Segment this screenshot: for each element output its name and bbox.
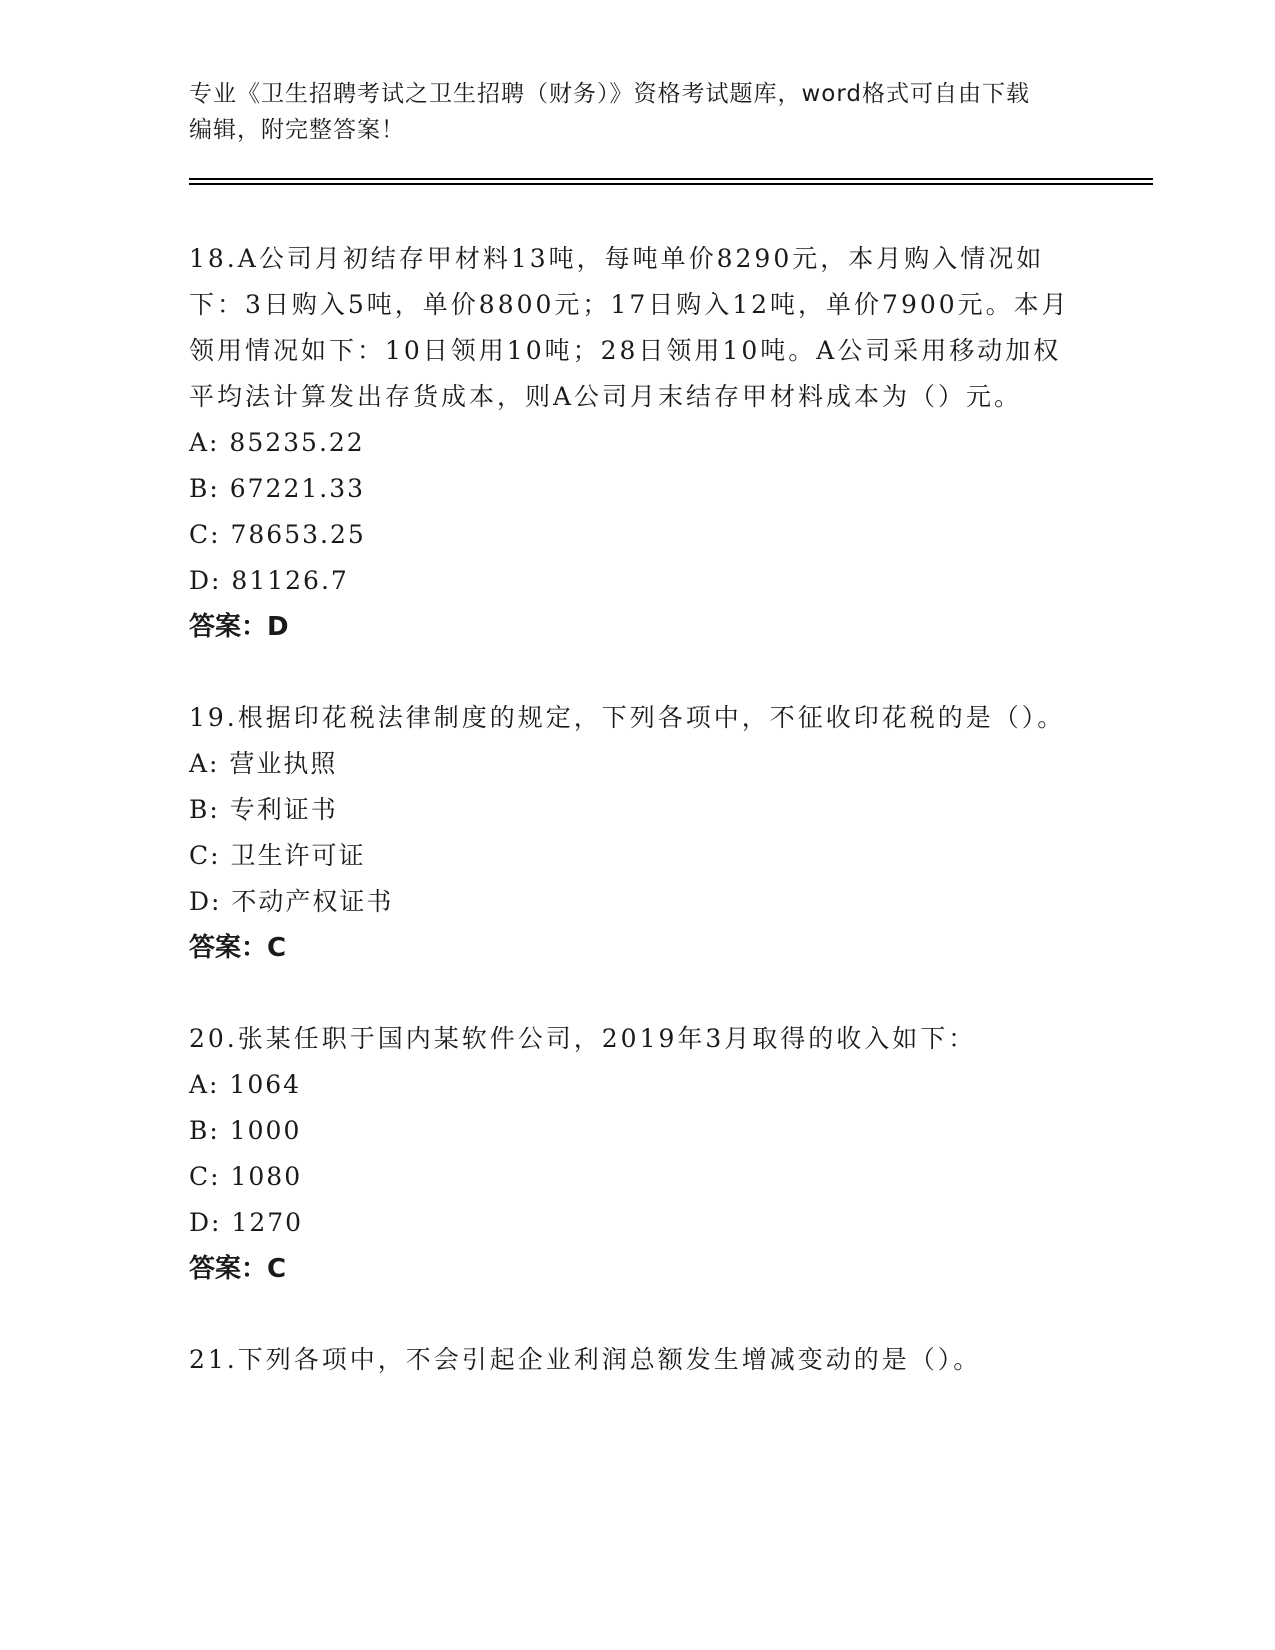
- option-d: D: 不动产权证书: [189, 887, 394, 916]
- option-list: [189, 741, 1089, 925]
- question-list: [189, 236, 1089, 1428]
- header-line-1: 专业《卫生招聘考试之卫生招聘（财务）》资格考试题库，word格式可自由下载: [189, 81, 1031, 107]
- question-18: [189, 236, 1089, 650]
- option-a: A: 85235.22: [189, 428, 365, 457]
- question-stem: 20.张某任职于国内某软件公司，2019年3月取得的收入如下：: [189, 1024, 977, 1053]
- option-c: C: 卫生许可证: [189, 841, 366, 870]
- option-c: C: 1080: [189, 1162, 303, 1191]
- option-list: [189, 420, 1089, 604]
- option-a: A: 营业执照: [189, 749, 338, 778]
- question-19: [189, 695, 1089, 971]
- option-a: A: 1064: [189, 1070, 302, 1099]
- option-b: B: 1000: [189, 1116, 302, 1145]
- question-20: [189, 1016, 1089, 1292]
- question-stem: 21.下列各项中，不会引起企业利润总额发生增减变动的是（）。: [189, 1345, 982, 1374]
- answer-line: 答案：C: [189, 933, 287, 963]
- option-d: D: 1270: [189, 1208, 304, 1237]
- option-d: D: 81126.7: [189, 566, 349, 595]
- option-c: C: 78653.25: [189, 520, 366, 549]
- header-rule-bottom: [189, 183, 1153, 185]
- answer-line: 答案：C: [189, 1254, 287, 1284]
- question-stem: 18.A公司月初结存甲材料13吨，每吨单价8290元，本月购入情况如下：3日购入5吨，单价8800元；17日购入12吨，单价7900元。本月领用情况如下：10日领用10吨；28日领用10吨。A公司采用移动加权平均法计算发出存货成本，则A公司月末结存甲材料成本为（）元。: [189, 244, 1070, 411]
- header-rule-top: [189, 178, 1153, 180]
- header-line-2: 编辑，附完整答案！: [189, 117, 405, 143]
- option-list: [189, 1062, 1089, 1246]
- question-21: [189, 1337, 1089, 1383]
- option-b: B: 67221.33: [189, 474, 366, 503]
- answer-line: 答案：D: [189, 612, 289, 642]
- question-stem: 19.根据印花税法律制度的规定，下列各项中，不征收印花税的是（）。: [189, 703, 1066, 732]
- option-b: B: 专利证书: [189, 795, 338, 824]
- document-header: [189, 76, 1089, 148]
